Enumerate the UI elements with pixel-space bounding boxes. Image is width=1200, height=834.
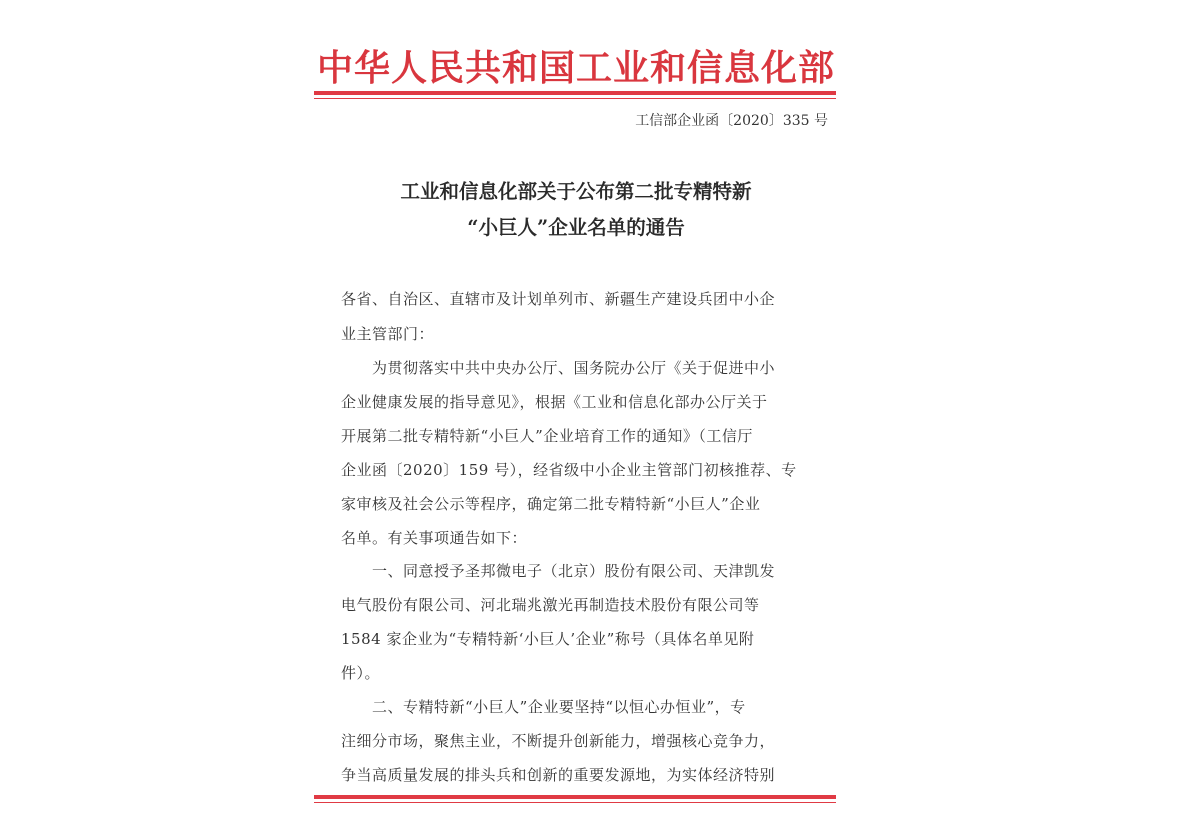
- notice-title-line-1: 工业和信息化部关于公布第二批专精特新: [400, 180, 752, 203]
- body-line: 为贯彻落实中共中央办公厅、国务院办公厅《关于促进中小: [372, 359, 776, 377]
- body-line: 件）。: [341, 664, 381, 682]
- body-line: 二、专精特新“小巨人”企业要坚持“以恒心办恒业”，专: [372, 698, 746, 716]
- letterhead-title: 中华人民共和国工业和信息化部: [316, 48, 835, 89]
- notice-title-line-2: “小巨人”企业名单的通告: [467, 216, 685, 239]
- body-line: 各省、自治区、直辖市及计划单列市、新疆生产建设兵团中小企: [341, 290, 776, 308]
- letterhead-rule-thick: [314, 91, 836, 95]
- body-line: 开展第二批专精特新“小巨人”企业培育工作的通知》（工信厅: [341, 427, 753, 445]
- body-line: 争当高质量发展的排头兵和创新的重要发源地，为实体经济特别: [341, 766, 776, 784]
- letterhead-rule-thin: [314, 98, 836, 99]
- body-line: 业主管部门：: [341, 325, 435, 343]
- footer-rule-thin: [314, 802, 836, 803]
- document-number: 工信部企业函〔2020〕335 号: [635, 113, 828, 129]
- body-line: 1584 家企业为“专精特新‘小巨人’企业”称号（具体名单见附: [341, 630, 755, 648]
- body-line: 名单。有关事项通告如下：: [341, 529, 528, 547]
- body-line: 一、同意授予圣邦微电子（北京）股份有限公司、天津凯发: [372, 562, 776, 580]
- footer-rule-thick: [314, 795, 836, 799]
- body-line: 企业健康发展的指导意见》，根据《工业和信息化部办公厅关于: [341, 393, 768, 411]
- body-line: 家审核及社会公示等程序，确定第二批专精特新“小巨人”企业: [341, 495, 761, 513]
- body-line: 电气股份有限公司、河北瑞兆激光再制造技术股份有限公司等: [341, 596, 760, 614]
- body-line: 企业函〔2020〕159 号），经省级中小企业主管部门初核推荐、专: [341, 461, 797, 479]
- body-line: 注细分市场，聚焦主业，不断提升创新能力，增强核心竞争力，: [341, 732, 776, 750]
